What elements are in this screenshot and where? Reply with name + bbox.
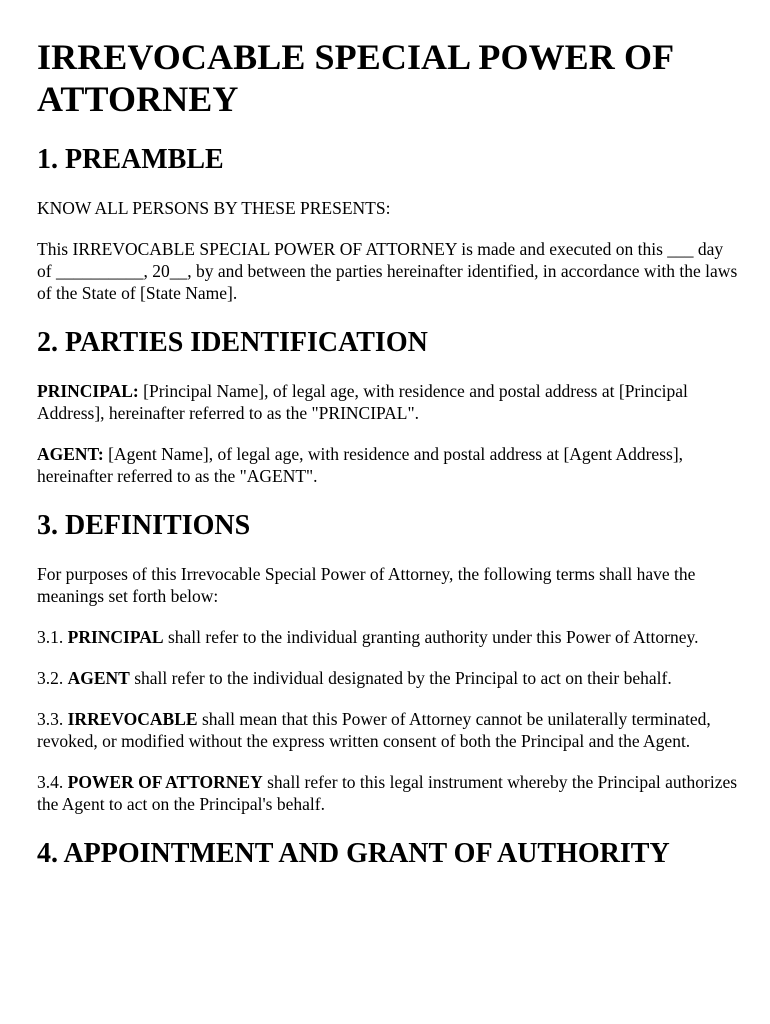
section-heading-preamble: 1. PREAMBLE xyxy=(37,144,224,175)
definition-item xyxy=(37,771,742,815)
definition-term: IRREVOCABLE xyxy=(67,709,198,729)
definition-number: 3.3. xyxy=(37,709,68,729)
definition-text: shall refer to this legal instrument whereby the Principal authorizes the Agent to act on the Principal's behalf. xyxy=(37,772,738,814)
definitions-intro: For purposes of this Irrevocable Special Power of Attorney, the following terms shall have the meanings set forth below: xyxy=(37,564,696,606)
document-page xyxy=(37,36,742,870)
definition-term: AGENT xyxy=(67,668,130,688)
section-heading-definitions: 3. DEFINITIONS xyxy=(37,510,251,541)
definition-item xyxy=(37,667,742,689)
definition-number: 3.1. xyxy=(37,627,68,647)
definition-item xyxy=(37,626,742,648)
definition-item xyxy=(37,708,742,752)
definition-text: shall mean that this Power of Attorney cannot be unilaterally terminated, revoked, or modified without the express written consent of both the Principal and the Agent. xyxy=(37,709,711,751)
definition-term: POWER OF ATTORNEY xyxy=(67,772,263,792)
definition-text: shall refer to the individual granting authority under this Power of Attorney. xyxy=(163,627,699,647)
definition-text: shall refer to the individual designated by the Principal to act on their behalf. xyxy=(129,668,672,688)
document-title: IRREVOCABLE SPECIAL POWER OF ATTORNEY xyxy=(37,37,673,119)
section-heading-appointment: 4. APPOINTMENT AND GRANT OF AUTHORITY xyxy=(37,838,670,869)
principal-text: [Principal Name], of legal age, with residence and postal address at [Principal Address], hereinafter referred to as the "PRINCIPAL". xyxy=(37,381,688,423)
principal-label: PRINCIPAL: xyxy=(37,381,139,401)
agent-text: [Agent Name], of legal age, with residence and postal address at [Agent Address], hereinafter referred to as the "AGENT". xyxy=(37,444,684,486)
section-heading-parties: 2. PARTIES IDENTIFICATION xyxy=(37,327,428,358)
agent-paragraph xyxy=(37,443,742,487)
definition-number: 3.4. xyxy=(37,772,68,792)
preamble-intro: KNOW ALL PERSONS BY THESE PRESENTS: xyxy=(37,198,391,218)
principal-paragraph xyxy=(37,380,742,424)
definition-number: 3.2. xyxy=(37,668,68,688)
definition-term: PRINCIPAL xyxy=(67,627,164,647)
preamble-body: This IRREVOCABLE SPECIAL POWER OF ATTORNEY is made and executed on this ___ day of __________, 20__, by and between the parties hereinafter identified, in accordance with the laws of the State of [State Name]. xyxy=(37,239,738,303)
agent-label: AGENT: xyxy=(37,444,104,464)
